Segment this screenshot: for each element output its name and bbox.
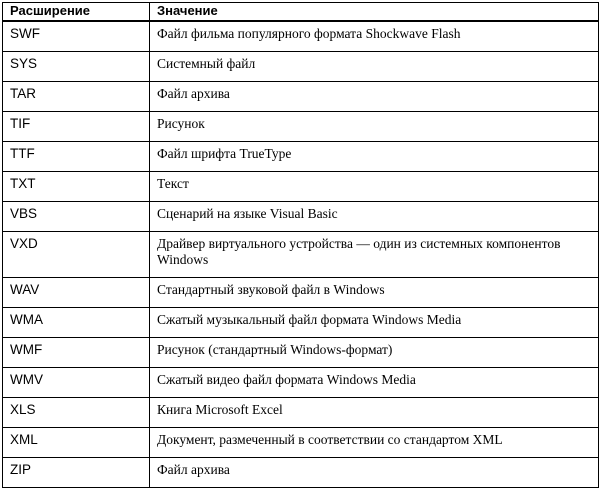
extension-cell: ZIP <box>3 458 150 488</box>
meaning-cell: Книга Microsoft Excel <box>150 398 599 428</box>
extension-cell: SWF <box>3 21 150 52</box>
meaning-cell: Файл фильма популярного формата Shockwave Flash <box>150 21 599 52</box>
table-row <box>3 142 599 172</box>
meaning-cell: Сценарий на языке Visual Basic <box>150 202 599 232</box>
meaning-cell: Файл архива <box>150 82 599 112</box>
table-row <box>3 52 599 82</box>
header-meaning: Значение <box>150 3 599 22</box>
extension-cell: TIF <box>3 112 150 142</box>
header-extension: Расширение <box>3 3 150 22</box>
extension-cell: TTF <box>3 142 150 172</box>
extension-cell: XML <box>3 428 150 458</box>
extensions-table <box>2 2 599 488</box>
extension-cell: TAR <box>3 82 150 112</box>
table-row <box>3 202 599 232</box>
meaning-cell: Рисунок <box>150 112 599 142</box>
extension-cell: VBS <box>3 202 150 232</box>
meaning-cell: Драйвер виртуального устройства — один из системных компонентов Windows <box>150 232 599 278</box>
table-row <box>3 172 599 202</box>
table-row <box>3 82 599 112</box>
meaning-cell: Текст <box>150 172 599 202</box>
table-row <box>3 278 599 308</box>
meaning-cell: Сжатый видео файл формата Windows Media <box>150 368 599 398</box>
meaning-cell: Стандартный звуковой файл в Windows <box>150 278 599 308</box>
meaning-cell: Рисунок (стандартный Windows-формат) <box>150 338 599 368</box>
table-row <box>3 368 599 398</box>
table-row <box>3 308 599 338</box>
extension-cell: WAV <box>3 278 150 308</box>
table-row <box>3 458 599 488</box>
table-row <box>3 398 599 428</box>
extension-cell: SYS <box>3 52 150 82</box>
extension-cell: XLS <box>3 398 150 428</box>
extension-cell: TXT <box>3 172 150 202</box>
extension-cell: WMV <box>3 368 150 398</box>
meaning-cell: Файл архива <box>150 458 599 488</box>
table-row <box>3 232 599 278</box>
table-header-row <box>3 3 599 22</box>
meaning-cell: Документ, размеченный в соответствии со стандартом XML <box>150 428 599 458</box>
extension-cell: WMF <box>3 338 150 368</box>
table-row <box>3 338 599 368</box>
table-row <box>3 112 599 142</box>
extension-cell: WMA <box>3 308 150 338</box>
meaning-cell: Системный файл <box>150 52 599 82</box>
table-row <box>3 428 599 458</box>
meaning-cell: Файл шрифта TrueType <box>150 142 599 172</box>
extension-cell: VXD <box>3 232 150 278</box>
table-row <box>3 21 599 52</box>
meaning-cell: Сжатый музыкальный файл формата Windows Media <box>150 308 599 338</box>
